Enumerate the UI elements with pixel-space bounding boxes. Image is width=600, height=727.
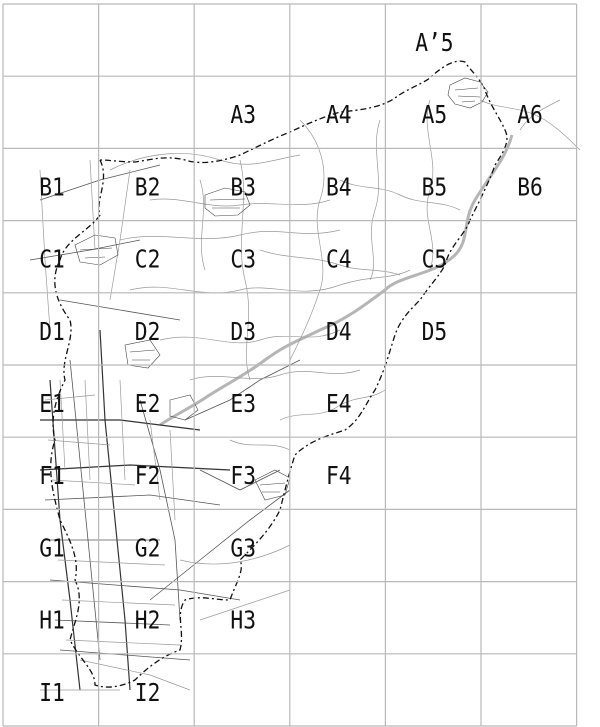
grid-cell-label-I2[interactable]: I2 — [134, 678, 161, 708]
grid-cell-label-B6[interactable]: B6 — [517, 172, 543, 202]
grid-cell-label-D1[interactable]: D1 — [39, 317, 65, 347]
grid-cell-label-D4[interactable]: D4 — [326, 317, 352, 347]
grid-cell-label-D3[interactable]: D3 — [230, 317, 256, 347]
grid-cell-label-C5[interactable]: C5 — [421, 244, 448, 275]
grid-cell-label-B4[interactable]: B4 — [326, 172, 352, 202]
grid-cell-label-I1[interactable]: I1 — [39, 678, 65, 708]
grid-cell-label-F3[interactable]: F3 — [230, 461, 256, 491]
grid-cell-label-A3[interactable]: A3 — [230, 100, 256, 130]
grid-cell-label-A6[interactable]: A6 — [517, 100, 543, 130]
grid-cell-label-Aprime5[interactable]: A’5 — [415, 28, 454, 58]
grid-cell-label-B5[interactable]: B5 — [421, 172, 448, 202]
map-base-layer — [30, 61, 580, 690]
grid-cell-label-D2[interactable]: D2 — [134, 317, 161, 347]
urban-roads — [30, 160, 300, 690]
grid-cell-label-F2[interactable]: F2 — [134, 461, 161, 491]
grid-cell-label-C1[interactable]: C1 — [39, 244, 65, 275]
grid-cell-label-E1[interactable]: E1 — [39, 389, 65, 419]
grid-cell-labels — [39, 28, 543, 707]
grid-cell-label-F4[interactable]: F4 — [326, 461, 352, 491]
grid-cell-label-D5[interactable]: D5 — [421, 317, 448, 347]
grid-cell-label-B3[interactable]: B3 — [230, 172, 256, 202]
grid-cell-label-C3[interactable]: C3 — [230, 244, 256, 275]
grid-cell-label-C2[interactable]: C2 — [134, 244, 161, 275]
grid-cell-label-H3[interactable]: H3 — [230, 605, 256, 636]
grid-cell-label-H2[interactable]: H2 — [134, 605, 161, 636]
grid-cell-label-B2[interactable]: B2 — [134, 172, 161, 202]
grid-cell-label-C4[interactable]: C4 — [326, 244, 352, 275]
grid-cell-label-A5[interactable]: A5 — [421, 100, 448, 130]
grid-cell-label-E3[interactable]: E3 — [230, 389, 256, 419]
grid-cell-label-E4[interactable]: E4 — [326, 389, 352, 419]
grid-cell-label-G3[interactable]: G3 — [230, 533, 256, 563]
grid-cell-label-G1[interactable]: G1 — [39, 533, 65, 563]
grid-cell-label-H1[interactable]: H1 — [39, 605, 65, 636]
index-grid — [3, 4, 577, 726]
grid-cell-label-B1[interactable]: B1 — [39, 172, 65, 202]
grid-cell-label-A4[interactable]: A4 — [326, 100, 352, 130]
grid-cell-label-E2[interactable]: E2 — [134, 389, 161, 419]
grid-cell-label-G2[interactable]: G2 — [134, 533, 161, 563]
city-boundary — [51, 61, 507, 687]
grid-cell-label-F1[interactable]: F1 — [39, 461, 65, 491]
